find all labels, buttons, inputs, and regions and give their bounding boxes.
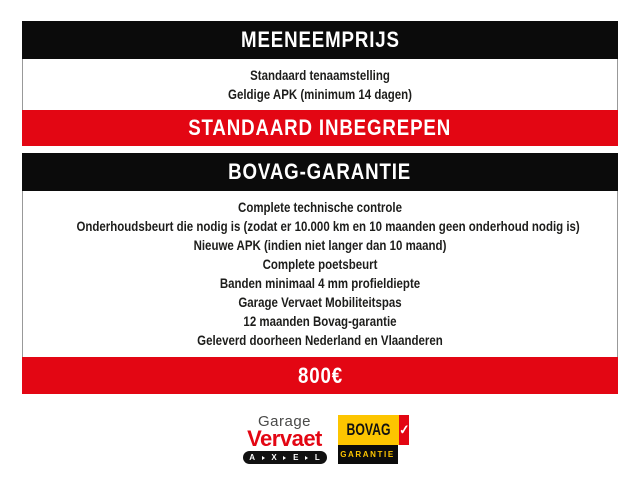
bovag-logo-subtitle: GARANTIE	[340, 450, 395, 459]
warranty-card-items	[22, 191, 618, 357]
axel-separator-icon	[262, 456, 265, 460]
warranty-item: Nieuwe APK (indien niet langer dan 10 maand)	[193, 237, 447, 253]
warranty-item: Geleverd doorheen Nederland en Vlaanderen	[197, 332, 443, 348]
axel-letter: E	[293, 453, 299, 462]
price-card-title: MEENEEMPRIJS	[240, 27, 400, 52]
price-banner	[22, 357, 618, 394]
bovag-logo-name: BOVAG	[346, 420, 391, 439]
bovag-check-icon: ✓	[397, 421, 411, 438]
bovag-logo-bottom	[338, 445, 398, 464]
price-item: Standaard tenaamstelling	[250, 66, 390, 83]
warranty-item: Banden minimaal 4 mm profieldiepte	[219, 275, 421, 291]
bovag-logo-top	[338, 415, 411, 445]
garage-vervaet-logo-line1: Garage	[257, 413, 312, 430]
price-item: Geldige APK (minimum 14 dagen)	[228, 85, 412, 102]
bovag-garantie-logo	[338, 415, 411, 464]
warranty-item: Complete technische controle	[238, 199, 402, 215]
axel-badge	[243, 451, 327, 464]
garage-vervaet-logo	[243, 414, 327, 464]
warranty-card	[22, 153, 618, 394]
price-card-items	[22, 59, 618, 110]
warranty-card-title: BOVAG-GARANTIE	[228, 159, 412, 184]
warranty-item: Complete poetsbeurt	[262, 256, 378, 272]
included-banner-label: STANDAARD INBEGREPEN	[188, 115, 452, 140]
price-card	[22, 21, 618, 146]
axel-letter: X	[271, 453, 277, 462]
axel-separator-icon	[305, 456, 308, 460]
price-card-header-banner	[22, 21, 618, 59]
bovag-logo-name-box	[338, 415, 399, 445]
garage-vervaet-logo-line2: Vervaet	[247, 426, 322, 451]
bovag-check-box	[399, 415, 410, 445]
axel-separator-icon	[283, 456, 286, 460]
footer-logos	[0, 412, 640, 464]
warranty-card-header-banner	[22, 153, 618, 191]
warranty-item: 12 maanden Bovag-garantie	[243, 313, 397, 329]
warranty-item: Onderhoudsbeurt die nodig is (zodat er 10.000 km en 10 maanden geen onderhoud nodig is)	[76, 218, 580, 234]
axel-letter: L	[314, 453, 320, 462]
price-value: 800€	[297, 362, 343, 388]
axel-letter: A	[249, 453, 255, 462]
included-banner	[22, 110, 618, 146]
warranty-item: Garage Vervaet Mobiliteitspas	[238, 294, 402, 310]
